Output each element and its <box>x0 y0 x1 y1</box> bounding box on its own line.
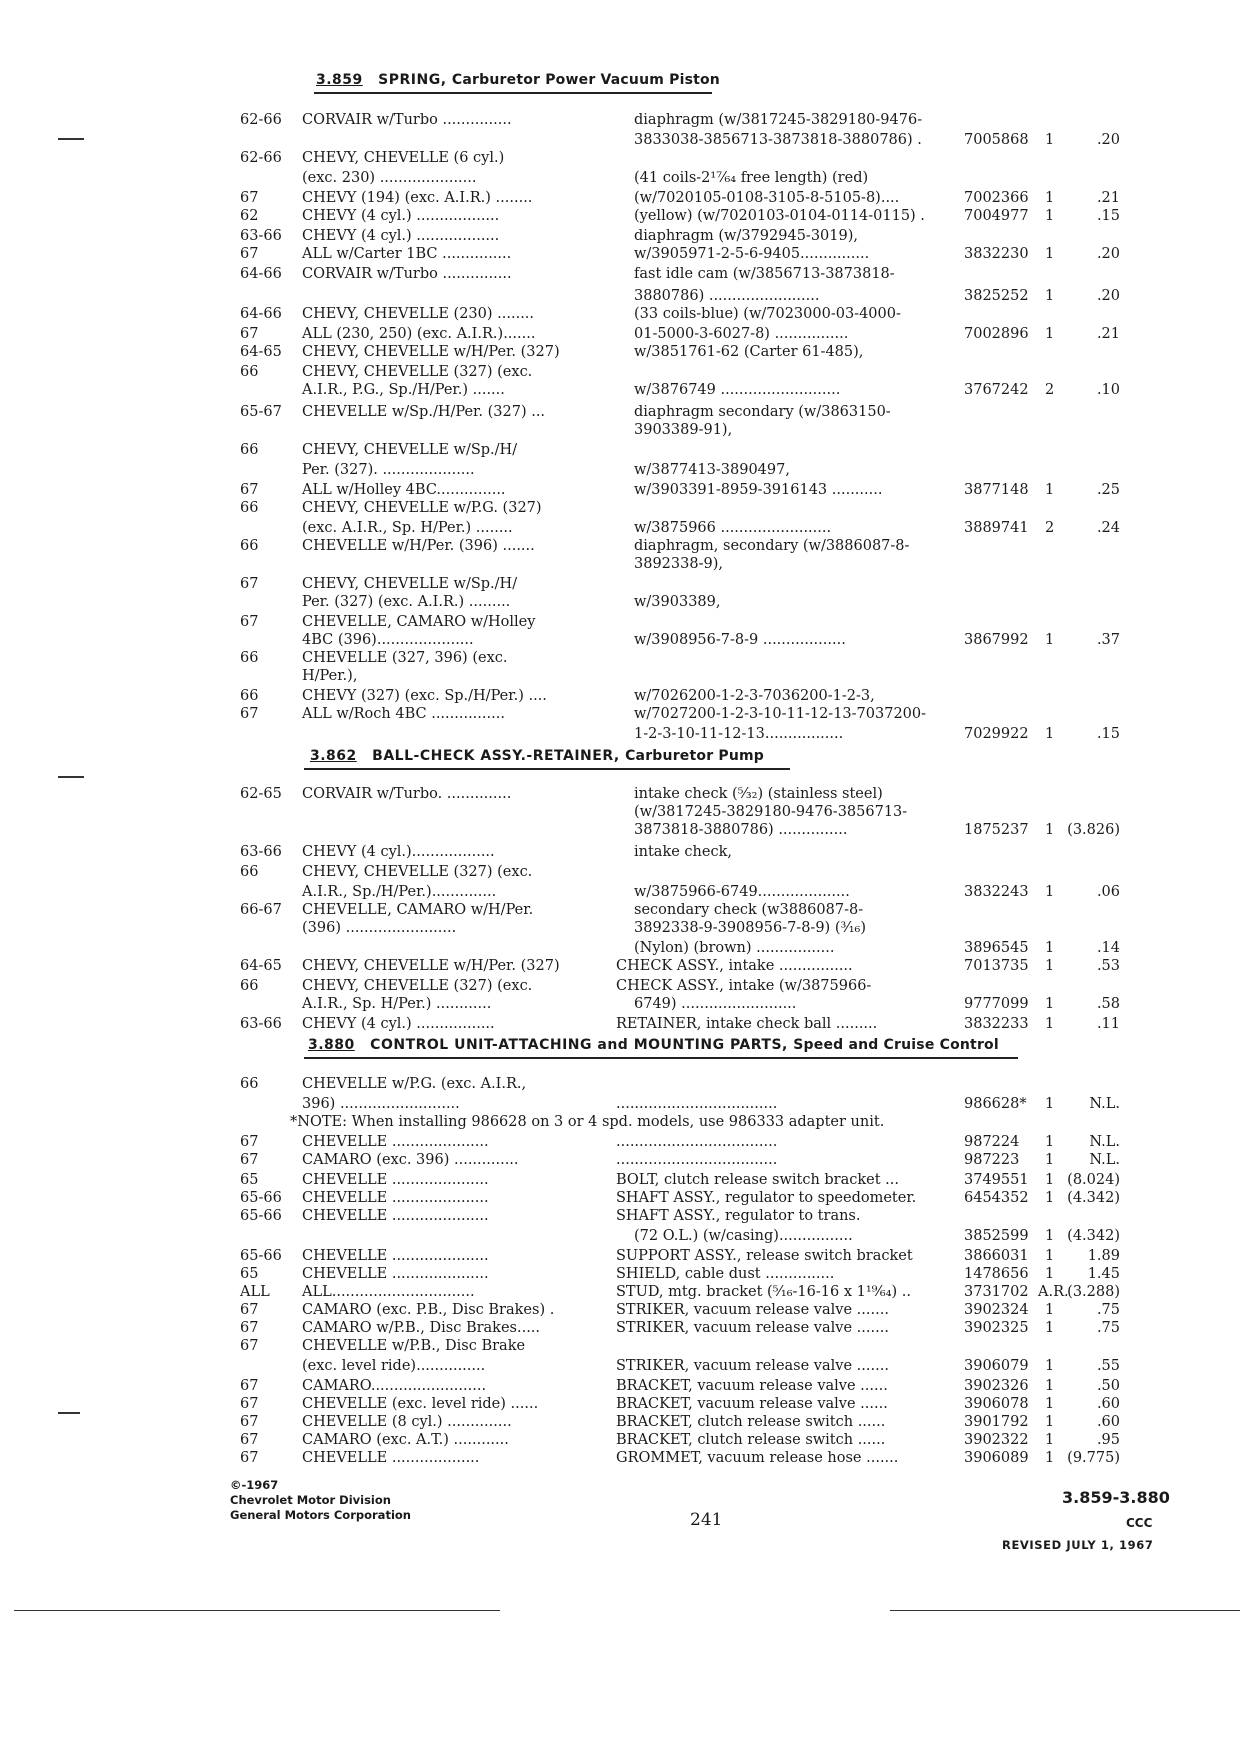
application: ALL w/Carter 1BC ............... <box>302 246 512 262</box>
part-number: 3832233 <box>964 1016 1029 1032</box>
part-description: 6749) ......................... <box>634 996 797 1012</box>
price-value: .06 <box>1096 884 1120 900</box>
part-number: 3867992 <box>964 632 1029 648</box>
section-rule <box>314 92 712 94</box>
part-number: 3852599 <box>964 1228 1029 1244</box>
price-value: .60 <box>1096 1396 1120 1412</box>
price-value: .53 <box>1096 958 1120 974</box>
price-value: .21 <box>1096 326 1120 342</box>
application: A.I.R., Sp./H/Per.).............. <box>302 884 497 900</box>
quantity: 2 <box>1045 520 1055 536</box>
price-value: 1.45 <box>1087 1266 1120 1282</box>
application: CHEVY, CHEVELLE w/Sp./H/ <box>302 576 518 592</box>
price-value: .60 <box>1096 1414 1120 1430</box>
price-value: .11 <box>1096 1016 1120 1032</box>
price-value: N.L. <box>1089 1134 1120 1150</box>
quantity: 2 <box>1045 382 1055 398</box>
price-value: N.L. <box>1089 1096 1120 1112</box>
price-value: .21 <box>1096 190 1120 206</box>
application: CHEVY, CHEVELLE w/H/Per. (327) <box>302 958 560 974</box>
model-year: 66 <box>240 538 259 554</box>
quantity: 1 <box>1045 1266 1055 1282</box>
model-year: 67 <box>240 1152 259 1168</box>
application: CORVAIR w/Turbo. .............. <box>302 786 512 802</box>
section-subtitle: Carburetor Pump <box>625 748 765 764</box>
section-rule <box>304 1057 1018 1059</box>
part-description: GROMMET, vacuum release hose ....... <box>616 1450 899 1466</box>
quantity: 1 <box>1045 288 1055 304</box>
part-number: 3767242 <box>964 382 1029 398</box>
application: CHEVY, CHEVELLE w/Sp./H/ <box>302 442 518 458</box>
revision-date: REVISED JULY 1, 1967 <box>1002 1538 1154 1552</box>
section-title: BALL-CHECK ASSY.-RETAINER, <box>372 748 620 764</box>
margin-mark <box>58 776 84 778</box>
application: CHEVY (4 cyl.) .................. <box>302 208 500 224</box>
application: Per. (327) (exc. A.I.R.) ......... <box>302 594 511 610</box>
model-year: 62-66 <box>240 112 282 128</box>
model-year: 64-66 <box>240 266 282 282</box>
application: (exc. 230) ..................... <box>302 170 477 186</box>
part-description: BRACKET, vacuum release valve ...... <box>616 1378 888 1394</box>
application: H/Per.), <box>302 668 358 684</box>
quantity: 1 <box>1045 1096 1055 1112</box>
price-value: (3.826) <box>1067 822 1120 838</box>
price-value: (8.024) <box>1067 1172 1120 1188</box>
quantity: 1 <box>1045 1414 1055 1430</box>
model-year: 67 <box>240 326 259 342</box>
model-year: 62 <box>240 208 259 224</box>
part-description: STRIKER, vacuum release valve ....... <box>616 1302 889 1318</box>
application: CHEVY, CHEVELLE (230) ........ <box>302 306 535 322</box>
part-description: 3892338-9), <box>634 556 723 572</box>
bottom-rule-right <box>890 1610 1240 1611</box>
quantity: 1 <box>1045 632 1055 648</box>
part-description: diaphragm (w/3817245-3829180-9476- <box>634 112 923 128</box>
quantity: 1 <box>1045 1450 1055 1466</box>
part-description: 3903389-91), <box>634 422 733 438</box>
part-number: 3902325 <box>964 1320 1029 1336</box>
section-number: 3.859 <box>316 72 363 88</box>
part-number: 3902324 <box>964 1302 1029 1318</box>
price-value: .14 <box>1096 940 1120 956</box>
application: CHEVY (194) (exc. A.I.R.) ........ <box>302 190 533 206</box>
model-year: 62-65 <box>240 786 282 802</box>
margin-mark <box>58 138 84 140</box>
quantity: 1 <box>1045 1016 1055 1032</box>
part-description: SHAFT ASSY., regulator to speedometer. <box>616 1190 917 1206</box>
quantity: 1 <box>1045 1320 1055 1336</box>
model-year: 66 <box>240 978 259 994</box>
part-description: fast idle cam (w/3856713-3873818- <box>634 266 895 282</box>
price-value: .25 <box>1096 482 1120 498</box>
application: CORVAIR w/Turbo ............... <box>302 266 512 282</box>
part-description: w/3903389, <box>634 594 721 610</box>
application: 396) .......................... <box>302 1096 460 1112</box>
price-value: .50 <box>1096 1378 1120 1394</box>
part-description: w/7026200-1-2-3-7036200-1-2-3, <box>634 688 875 704</box>
price-value: N.L. <box>1089 1152 1120 1168</box>
model-year: 66 <box>240 364 259 380</box>
application: CHEVY, CHEVELLE (6 cyl.) <box>302 150 505 166</box>
part-number: 1875237 <box>964 822 1029 838</box>
application: CHEVY, CHEVELLE w/P.G. (327) <box>302 500 542 516</box>
price-value: .15 <box>1096 208 1120 224</box>
part-description: (w/3817245-3829180-9476-3856713- <box>634 804 908 820</box>
model-year: 67 <box>240 1320 259 1336</box>
quantity: 1 <box>1045 1172 1055 1188</box>
application: 4BC (396)..................... <box>302 632 474 648</box>
part-number: 7002366 <box>964 190 1029 206</box>
application: CAMARO (exc. P.B., Disc Brakes) . <box>302 1302 555 1318</box>
part-description: ................................... <box>616 1134 778 1150</box>
part-description: (33 coils-blue) (w/7023000-03-4000- <box>634 306 901 322</box>
part-number: 987223 <box>964 1152 1020 1168</box>
application: CHEVELLE (327, 396) (exc. <box>302 650 508 666</box>
quantity: 1 <box>1045 326 1055 342</box>
section-subtitle: Carburetor Power Vacuum Piston <box>451 72 720 88</box>
application: CAMARO (exc. A.T.) ............ <box>302 1432 509 1448</box>
section-rule <box>304 768 790 770</box>
application: (exc. A.I.R., Sp. H/Per.) ........ <box>302 520 513 536</box>
part-description: ................................... <box>616 1096 778 1112</box>
catalog-code: CCC <box>1126 1516 1153 1530</box>
margin-mark <box>58 1412 80 1414</box>
application: CORVAIR w/Turbo ............... <box>302 112 512 128</box>
application: A.I.R., Sp. H/Per.) ............ <box>302 996 492 1012</box>
part-description: BRACKET, vacuum release valve ...... <box>616 1396 888 1412</box>
model-year: 66 <box>240 1076 259 1092</box>
application: CHEVELLE, CAMARO w/H/Per. <box>302 902 534 918</box>
application: CHEVELLE ..................... <box>302 1208 489 1224</box>
model-year: 65 <box>240 1172 259 1188</box>
part-number: 6454352 <box>964 1190 1029 1206</box>
application: CHEVELLE w/H/Per. (396) ....... <box>302 538 535 554</box>
application: CHEVELLE w/P.B., Disc Brake <box>302 1338 526 1354</box>
part-description: SHIELD, cable dust ............... <box>616 1266 835 1282</box>
part-description: w/7027200-1-2-3-10-11-12-13-7037200- <box>634 706 927 722</box>
price-value: .75 <box>1096 1302 1120 1318</box>
quantity: 1 <box>1045 958 1055 974</box>
part-description: BOLT, clutch release switch bracket ... <box>616 1172 900 1188</box>
part-description: w/3851761-62 (Carter 61-485), <box>634 344 864 360</box>
model-year: 64-65 <box>240 958 282 974</box>
part-description: (yellow) (w/7020103-0104-0114-0115) . <box>634 208 925 224</box>
part-number: 3906079 <box>964 1358 1029 1374</box>
part-description: SUPPORT ASSY., release switch bracket <box>616 1248 913 1264</box>
quantity: 1 <box>1045 1134 1055 1150</box>
model-year: 67 <box>240 576 259 592</box>
part-number: 7004977 <box>964 208 1029 224</box>
part-description: w/3875966-6749.................... <box>634 884 850 900</box>
part-description: intake check (⁵⁄₃₂) (stainless steel) <box>634 786 883 802</box>
part-number: 3902322 <box>964 1432 1029 1448</box>
price-value: .10 <box>1096 382 1120 398</box>
division: Chevrolet Motor Division <box>230 1493 391 1507</box>
part-description: CHECK ASSY., intake ................ <box>616 958 853 974</box>
model-year: 67 <box>240 482 259 498</box>
application: CHEVELLE w/P.G. (exc. A.I.R., <box>302 1076 527 1092</box>
part-number: 3906089 <box>964 1450 1029 1466</box>
quantity: 1 <box>1045 996 1055 1012</box>
price-value: .20 <box>1096 246 1120 262</box>
price-value: .55 <box>1096 1358 1120 1374</box>
quantity: 1 <box>1045 1248 1055 1264</box>
quantity: 1 <box>1045 822 1055 838</box>
part-description: STUD, mtg. bracket (⁵⁄₁₆-16-16 x 1¹⁹⁄₆₄) .. <box>616 1284 912 1300</box>
section-title: CONTROL UNIT-ATTACHING and MOUNTING PARTS, <box>370 1037 788 1053</box>
model-year: 67 <box>240 1302 259 1318</box>
model-year: 65-67 <box>240 404 282 420</box>
quantity: 1 <box>1045 1358 1055 1374</box>
price-value: .75 <box>1096 1320 1120 1336</box>
model-year: 67 <box>240 1396 259 1412</box>
application: *NOTE: When installing 986628 on 3 or 4 spd. models, use 986333 adapter unit. <box>290 1114 885 1130</box>
model-year: 64-65 <box>240 344 282 360</box>
part-number: 986628* <box>964 1096 1027 1112</box>
price-value: .95 <box>1096 1432 1120 1448</box>
model-year: 66 <box>240 688 259 704</box>
part-number: 7005868 <box>964 132 1029 148</box>
footer-publisher <box>230 1478 411 1523</box>
quantity: 1 <box>1045 940 1055 956</box>
part-description: (Nylon) (brown) ................. <box>634 940 835 956</box>
part-description: w/3905971-2-5-6-9405............... <box>634 246 870 262</box>
part-number: 3832243 <box>964 884 1029 900</box>
model-year: 66 <box>240 650 259 666</box>
price-value: .20 <box>1096 288 1120 304</box>
quantity: 1 <box>1045 208 1055 224</box>
application: CHEVY, CHEVELLE w/H/Per. (327) <box>302 344 560 360</box>
quantity: 1 <box>1045 1432 1055 1448</box>
part-number: 3749551 <box>964 1172 1029 1188</box>
model-year: 67 <box>240 614 259 630</box>
part-description: diaphragm secondary (w/3863150- <box>634 404 891 420</box>
model-year: 65-66 <box>240 1248 282 1264</box>
part-number: 3901792 <box>964 1414 1029 1430</box>
price-value: (9.775) <box>1067 1450 1120 1466</box>
part-description: 3892338-9-3908956-7-8-9) (³⁄₁₆) <box>634 920 866 936</box>
quantity: 1 <box>1045 1378 1055 1394</box>
section-header-3880 <box>308 1037 999 1053</box>
part-number: 9777099 <box>964 996 1029 1012</box>
part-description: (w/7020105-0108-3105-8-5105-8).... <box>634 190 900 206</box>
application: CHEVY (4 cyl.).................. <box>302 844 495 860</box>
quantity: A.R. <box>1038 1284 1069 1300</box>
application: A.I.R., P.G., Sp./H/Per.) ....... <box>302 382 505 398</box>
model-year: 67 <box>240 1414 259 1430</box>
model-year: 65 <box>240 1266 259 1282</box>
application: CHEVELLE (8 cyl.) .............. <box>302 1414 512 1430</box>
part-number: 3902326 <box>964 1378 1029 1394</box>
application: CHEVELLE ..................... <box>302 1190 489 1206</box>
price-value: .24 <box>1096 520 1120 536</box>
application: CAMARO......................... <box>302 1378 487 1394</box>
model-year: 66 <box>240 864 259 880</box>
section-header-3859 <box>316 72 720 88</box>
application: CHEVELLE ..................... <box>302 1172 489 1188</box>
quantity: 1 <box>1045 1228 1055 1244</box>
section-subtitle: Speed and Cruise Control <box>793 1037 999 1053</box>
application: CAMARO w/P.B., Disc Brakes..... <box>302 1320 541 1336</box>
application: CHEVY, CHEVELLE (327) (exc. <box>302 864 533 880</box>
model-year: 63-66 <box>240 844 282 860</box>
part-number: 7029922 <box>964 726 1029 742</box>
part-description: (72 O.L.) (w/casing)................ <box>634 1228 853 1244</box>
part-number: 3832230 <box>964 246 1029 262</box>
application: CHEVELLE ..................... <box>302 1134 489 1150</box>
quantity: 1 <box>1045 246 1055 262</box>
application: CHEVY, CHEVELLE (327) (exc. <box>302 978 533 994</box>
part-description: 3833038-3856713-3873818-3880786) . <box>634 132 922 148</box>
part-description: SHAFT ASSY., regulator to trans. <box>616 1208 861 1224</box>
application: CHEVELLE ..................... <box>302 1266 489 1282</box>
section-header-3862 <box>310 748 764 764</box>
quantity: 1 <box>1045 726 1055 742</box>
part-description: w/3908956-7-8-9 .................. <box>634 632 846 648</box>
model-year: 65-66 <box>240 1190 282 1206</box>
part-description: diaphragm (w/3792945-3019), <box>634 228 858 244</box>
part-description: 3873818-3880786) ............... <box>634 822 848 838</box>
part-description: 01-5000-3-6027-8) ................ <box>634 326 849 342</box>
model-year: 67 <box>240 190 259 206</box>
application: Per. (327). .................... <box>302 462 475 478</box>
model-year: 66 <box>240 500 259 516</box>
part-description: w/3903391-8959-3916143 ........... <box>634 482 883 498</box>
quantity: 1 <box>1045 1190 1055 1206</box>
part-description: 1-2-3-10-11-12-13................. <box>634 726 844 742</box>
application: ALL (230, 250) (exc. A.I.R.)....... <box>302 326 536 342</box>
model-year: 65-66 <box>240 1208 282 1224</box>
application: (396) ........................ <box>302 920 457 936</box>
part-description: STRIKER, vacuum release valve ....... <box>616 1358 889 1374</box>
part-description: BRACKET, clutch release switch ...... <box>616 1432 886 1448</box>
part-number: 3877148 <box>964 482 1029 498</box>
application: ALL w/Holley 4BC............... <box>302 482 506 498</box>
application: CHEVELLE ................... <box>302 1450 480 1466</box>
part-description: diaphragm, secondary (w/3886087-8- <box>634 538 910 554</box>
group-range: 3.859-3.880 <box>1062 1488 1170 1507</box>
application: CHEVY (4 cyl.) .................. <box>302 228 500 244</box>
model-year: 62-66 <box>240 150 282 166</box>
quantity: 1 <box>1045 482 1055 498</box>
part-number: 3731702 <box>964 1284 1029 1300</box>
application: CHEVELLE w/Sp./H/Per. (327) ... <box>302 404 546 420</box>
part-description: STRIKER, vacuum release valve ....... <box>616 1320 889 1336</box>
application: CAMARO (exc. 396) .............. <box>302 1152 519 1168</box>
price-value: 1.89 <box>1087 1248 1120 1264</box>
part-number: 7013735 <box>964 958 1029 974</box>
model-year: ALL <box>240 1284 270 1300</box>
application: CHEVELLE, CAMARO w/Holley <box>302 614 536 630</box>
bottom-rule-left <box>14 1610 500 1611</box>
quantity: 1 <box>1045 884 1055 900</box>
model-year: 67 <box>240 706 259 722</box>
quantity: 1 <box>1045 132 1055 148</box>
part-number: 3825252 <box>964 288 1029 304</box>
part-description: ................................... <box>616 1152 778 1168</box>
quantity: 1 <box>1045 1302 1055 1318</box>
application: CHEVELLE ..................... <box>302 1248 489 1264</box>
page-number: 241 <box>690 1510 723 1530</box>
section-number: 3.862 <box>310 748 357 764</box>
part-number: 3889741 <box>964 520 1029 536</box>
model-year: 63-66 <box>240 1016 282 1032</box>
part-number: 7002896 <box>964 326 1029 342</box>
application: CHEVY, CHEVELLE (327) (exc. <box>302 364 533 380</box>
price-value: .20 <box>1096 132 1120 148</box>
part-number: 3866031 <box>964 1248 1029 1264</box>
model-year: 64-66 <box>240 306 282 322</box>
model-year: 66 <box>240 442 259 458</box>
model-year: 67 <box>240 1378 259 1394</box>
price-value: .58 <box>1096 996 1120 1012</box>
model-year: 67 <box>240 1338 259 1354</box>
copyright: ©-1967 <box>230 1478 279 1492</box>
part-description: intake check, <box>634 844 732 860</box>
application: ALL............................... <box>302 1284 475 1300</box>
quantity: 1 <box>1045 1396 1055 1412</box>
part-description: 3880786) ........................ <box>634 288 820 304</box>
quantity: 1 <box>1045 1152 1055 1168</box>
model-year: 67 <box>240 246 259 262</box>
part-description: RETAINER, intake check ball ......... <box>616 1016 878 1032</box>
part-number: 3896545 <box>964 940 1029 956</box>
part-description: w/3875966 ........................ <box>634 520 832 536</box>
part-number: 1478656 <box>964 1266 1029 1282</box>
price-value: .37 <box>1096 632 1120 648</box>
application: CHEVELLE (exc. level ride) ...... <box>302 1396 539 1412</box>
part-description: w/3876749 .......................... <box>634 382 841 398</box>
application: ALL w/Roch 4BC ................ <box>302 706 505 722</box>
price-value: .15 <box>1096 726 1120 742</box>
application: CHEVY (4 cyl.) ................. <box>302 1016 495 1032</box>
part-description: w/3877413-3890497, <box>634 462 790 478</box>
quantity: 1 <box>1045 190 1055 206</box>
part-number: 3906078 <box>964 1396 1029 1412</box>
price-value: (4.342) <box>1067 1190 1120 1206</box>
model-year: 66-67 <box>240 902 282 918</box>
section-number: 3.880 <box>308 1037 355 1053</box>
model-year: 67 <box>240 1450 259 1466</box>
part-number: 987224 <box>964 1134 1020 1150</box>
part-description: (41 coils-2¹⁷⁄₆₄ free length) (red) <box>634 170 869 186</box>
application: (exc. level ride)............... <box>302 1358 486 1374</box>
price-value: (4.342) <box>1067 1228 1120 1244</box>
price-value: (3.288) <box>1067 1284 1120 1300</box>
model-year: 67 <box>240 1432 259 1448</box>
part-description: secondary check (w3886087-8- <box>634 902 864 918</box>
part-description: BRACKET, clutch release switch ...... <box>616 1414 886 1430</box>
model-year: 67 <box>240 1134 259 1150</box>
application: CHEVY (327) (exc. Sp./H/Per.) .... <box>302 688 547 704</box>
part-description: CHECK ASSY., intake (w/3875966- <box>616 978 872 994</box>
corporation: General Motors Corporation <box>230 1508 411 1522</box>
model-year: 63-66 <box>240 228 282 244</box>
section-title: SPRING, <box>378 72 447 88</box>
